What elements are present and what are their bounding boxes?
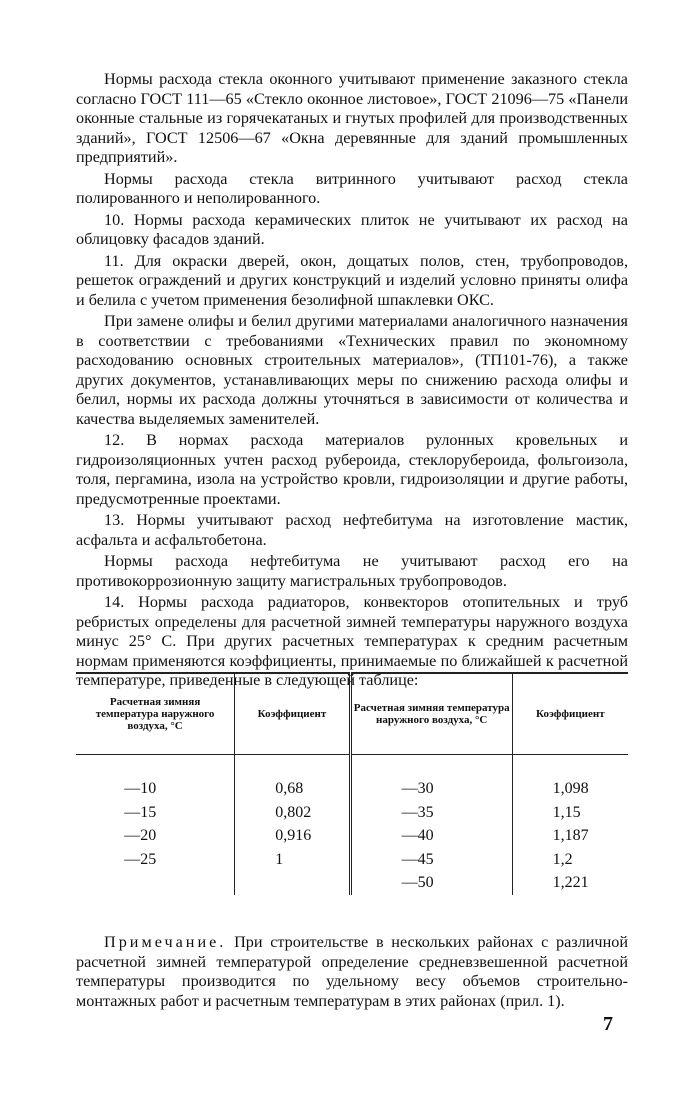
table-row: [76, 755, 628, 802]
paragraph: 11. Для окраски дверей, окон, дощатых полов, стен, трубопроводов, решеток ограждений и других конструкций и изделий условно приняты олифа и белила с учетом применения безолифной шпаклевки ОКС.: [76, 251, 628, 309]
header-coefficient-left: Коэффициент: [235, 673, 351, 755]
coefficient-cell: 1,221: [552, 874, 589, 892]
coefficient-cell: 0,68: [235, 755, 351, 802]
coefficient-table-wrapper: [76, 672, 628, 895]
table-row: [76, 872, 628, 896]
paragraph: Нормы расхода стекла оконного учитывают применение заказного стекла согласно ГОСТ 111—65 «Стекло оконное листовое», ГОСТ 21096—75 «Панели оконные стальные из горячекатаных и гнутых профилей для производственных зданий», ГОСТ 12506—67 «Окна деревянные для зданий промышленных предприятий».: [76, 70, 628, 166]
paragraph: Нормы расхода нефтебитума не учитывают расход его на противокоррозионную защиту магистральных трубопроводов.: [76, 552, 628, 590]
paragraph: При замене олифы и белил другими материалами аналогичного назначения в соответствии с требованиями «Технических правил по экономному расходованию основных строительных материалов», (ТП101-76), а также других документов, устанавливающих меры по снижению расхода олифы и белил, нормы их расхода должны уточняться в зависимости от количества и качества выделяемых заменителей.: [76, 312, 628, 428]
body-text: [76, 70, 628, 693]
paragraph: Нормы расхода стекла витринного учитывают расход стекла полированного и неполированного.: [76, 169, 628, 207]
paragraph: 14. Нормы расхода радиаторов, конвекторов отопительных и труб ребристых определены для расчетной зимней температуры наружного воздуха минус 25° С. При других расчетных температурах к средним расчетным нормам применяются коэффициенты, принимаемые по ближайшей к расчетной температуре, приведенные в следующей таблице:: [76, 593, 628, 689]
table-row: [76, 825, 628, 849]
temperature-cell: —45: [350, 848, 512, 872]
paragraph: 13. Нормы учитывают расход нефтебитума на изготовление мастик, асфальта и асфальтобетона.: [76, 511, 628, 549]
temperature-cell: —50: [350, 872, 512, 896]
paragraph: 10. Нормы расхода керамических плиток не учитывают их расход на облицовку фасадов зданий.: [76, 210, 628, 248]
header-temperature-right: Расчетная зимняя температура наружного воздуха, °С: [350, 673, 512, 755]
coefficient-cell: 0,802: [235, 801, 351, 825]
temperature-cell: —10: [76, 755, 235, 802]
temperature-cell: —40: [350, 825, 512, 849]
temperature-cell: —15: [76, 801, 235, 825]
temperature-cell: [76, 872, 235, 896]
note-text: При строительстве в нескольких районах с различной расчетной зимней температурой определение средневзвешенной расчетной температуры производится по удельному весу объемов строительно-монтажных работ и расчетным температурам в этих районах (прил. 1).: [76, 933, 628, 1010]
coefficient-cell: 1,15: [552, 803, 581, 821]
temperature-cell: —25: [76, 848, 235, 872]
table-row: [76, 801, 628, 825]
note-paragraph: [76, 933, 628, 1011]
header-temperature-left: Расчетная зимняя температура наружного воздуха, °С: [76, 673, 235, 755]
header-coefficient-right: Коэффициент: [512, 673, 628, 755]
coefficient-table: [76, 672, 628, 895]
coefficient-cell: [235, 872, 351, 896]
coefficient-cell: 1: [235, 848, 351, 872]
table-row: [76, 848, 628, 872]
coefficient-cell: 1,098: [552, 780, 589, 797]
table-header-row: [76, 673, 628, 755]
paragraph: 12. В нормах расхода материалов рулонных кровельных и гидроизоляционных учтен расход рубероида, стеклорубероида, фольгоизола, толя, пергамина, изола на устройство кровли, гидроизоляции и другие работы, предусмотренные проектами.: [76, 431, 628, 508]
coefficient-cell: 0,916: [235, 825, 351, 849]
temperature-cell: —20: [76, 825, 235, 849]
temperature-cell: —30: [350, 755, 512, 802]
note-label: Примечание.: [104, 933, 227, 952]
page-number: 7: [603, 1013, 613, 1035]
coefficient-cell: 1,187: [552, 827, 589, 845]
temperature-cell: —35: [350, 801, 512, 825]
coefficient-cell: 1,2: [552, 850, 573, 868]
